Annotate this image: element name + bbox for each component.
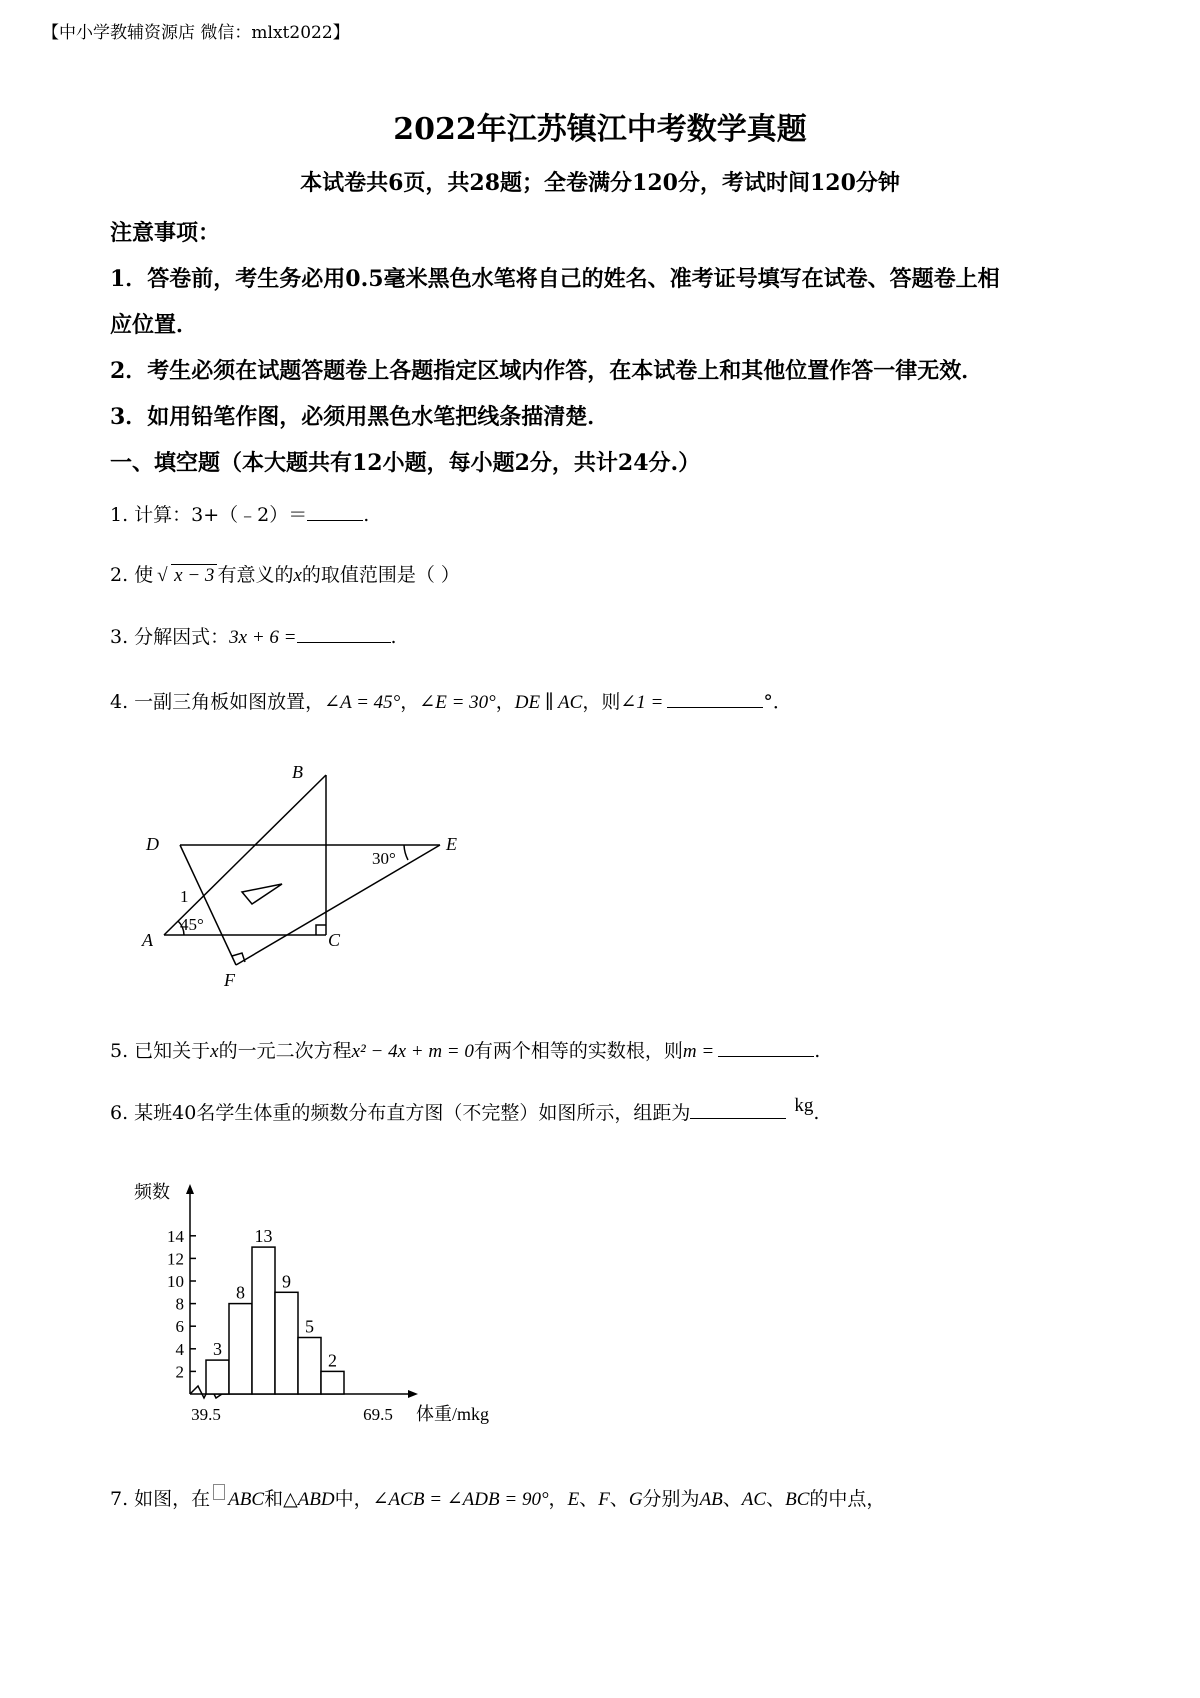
note-item: 1．答卷前，考生务必用0.5毫米黑色水笔将自己的姓名、准考证号填写在试卷、答题卷上相 bbox=[110, 266, 1000, 292]
histogram-bar bbox=[229, 1304, 252, 1394]
label-d: D bbox=[146, 834, 159, 854]
exam-subtitle: 本试卷共6页，共28题；全卷满分120分，考试时间120分钟 bbox=[300, 170, 900, 196]
label-b: B bbox=[292, 762, 303, 782]
label-a: A bbox=[142, 930, 153, 950]
question-5: 5. 已知关于x的一元二次方程x² − 4x + m = 0有两个相等的实数根，则m = . bbox=[110, 1040, 821, 1062]
y-tick-label: 14 bbox=[167, 1226, 184, 1246]
answer-blank bbox=[307, 519, 363, 521]
missing-glyph-box bbox=[213, 1484, 225, 1500]
quadratic-equation: x² − 4x + m = 0 bbox=[351, 1041, 474, 1062]
y-tick-label: 10 bbox=[167, 1272, 184, 1291]
answer-blank bbox=[297, 641, 391, 643]
label-45: 45° bbox=[180, 915, 204, 934]
sqrt-expression: √ x − 3 bbox=[157, 565, 217, 587]
bar-value-label: 13 bbox=[254, 1226, 273, 1247]
x-axis-label: 体重/mkg bbox=[416, 1404, 490, 1424]
bar-value-label: 9 bbox=[282, 1271, 291, 1292]
page-title: 2022年江苏镇江中考数学真题 bbox=[393, 112, 807, 147]
y-tick-label: 6 bbox=[175, 1317, 184, 1337]
histogram-bar bbox=[252, 1247, 275, 1394]
bar-value-label: 3 bbox=[213, 1339, 222, 1360]
q1-text: 1. 计算：3+（﹣2）＝ bbox=[110, 504, 308, 526]
note-item: 2．考生必须在试题答题卷上各题指定区域内作答，在本试卷上和其他位置作答一律无效． bbox=[110, 358, 984, 384]
section-heading: 一、填空题（本大题共有12小题，每小题2分，共计24分.） bbox=[110, 450, 701, 476]
y-tick-label: 12 bbox=[167, 1249, 184, 1269]
label-30: 30° bbox=[372, 849, 396, 868]
y-tick-label: 8 bbox=[175, 1294, 184, 1314]
right-angle-c bbox=[316, 925, 326, 935]
x-axis-arrow bbox=[408, 1390, 418, 1398]
question-4: 4. 一副三角板如图放置，∠A = 45°，∠E = 30°，DE ∥ AC，则∠1 = °． bbox=[110, 691, 792, 713]
label-angle-1: 1 bbox=[180, 887, 189, 906]
bar-value-label: 5 bbox=[305, 1316, 314, 1337]
triangle-figure bbox=[140, 752, 480, 992]
angle-arc-e bbox=[404, 845, 408, 860]
watermark-header: 【中小学教辅资源店 微信：mlxt2022】 bbox=[42, 23, 350, 43]
x-tick-label: 39.5 bbox=[191, 1405, 221, 1424]
answer-blank bbox=[718, 1055, 814, 1057]
label-c: C bbox=[328, 930, 341, 950]
label-f: F bbox=[224, 970, 235, 990]
note-item: 3．如用铅笔作图，必须用黑色水笔把线条描清楚． bbox=[110, 404, 610, 430]
question-2: 2. 使 √ x − 3 有意义的x的取值范围是（ ） bbox=[110, 564, 460, 586]
y-axis-label: 频数 bbox=[134, 1182, 170, 1202]
question-6: 6. 某班40名学生体重的频数分布直方图（不完整）如图所示，组距为 kg. bbox=[110, 1095, 820, 1124]
question-3: 3. 分解因式：3x + 6 = . bbox=[110, 626, 397, 648]
bar-value-label: 8 bbox=[236, 1282, 245, 1303]
y-axis-arrow bbox=[186, 1184, 194, 1194]
y-tick-label: 2 bbox=[175, 1362, 184, 1382]
math-expression: 3x + 6 = bbox=[229, 627, 297, 648]
histogram-chart bbox=[118, 1168, 518, 1430]
histogram-bar bbox=[206, 1360, 229, 1394]
label-e: E bbox=[446, 834, 457, 854]
bar-value-label: 2 bbox=[328, 1350, 337, 1371]
hole-triangle bbox=[242, 884, 282, 904]
histogram-bar bbox=[275, 1292, 298, 1394]
x-tick-label: 69.5 bbox=[363, 1405, 393, 1424]
answer-blank bbox=[690, 1117, 786, 1119]
answer-blank bbox=[667, 706, 763, 708]
notes-heading: 注意事项： bbox=[110, 220, 221, 246]
histogram-bar bbox=[321, 1371, 344, 1394]
histogram-bar bbox=[298, 1338, 321, 1395]
question-1: 1. 计算：3+（﹣2）＝ . bbox=[110, 504, 370, 526]
y-tick-label: 4 bbox=[175, 1339, 184, 1359]
question-7: 7. 如图，在 ABC和△ABD中，∠ACB = ∠ADB = 90°，E、F、G分别为AB、AC、BC的中点， bbox=[110, 1484, 885, 1511]
line-ab bbox=[164, 775, 326, 935]
note-item: 应位置． bbox=[110, 312, 199, 338]
